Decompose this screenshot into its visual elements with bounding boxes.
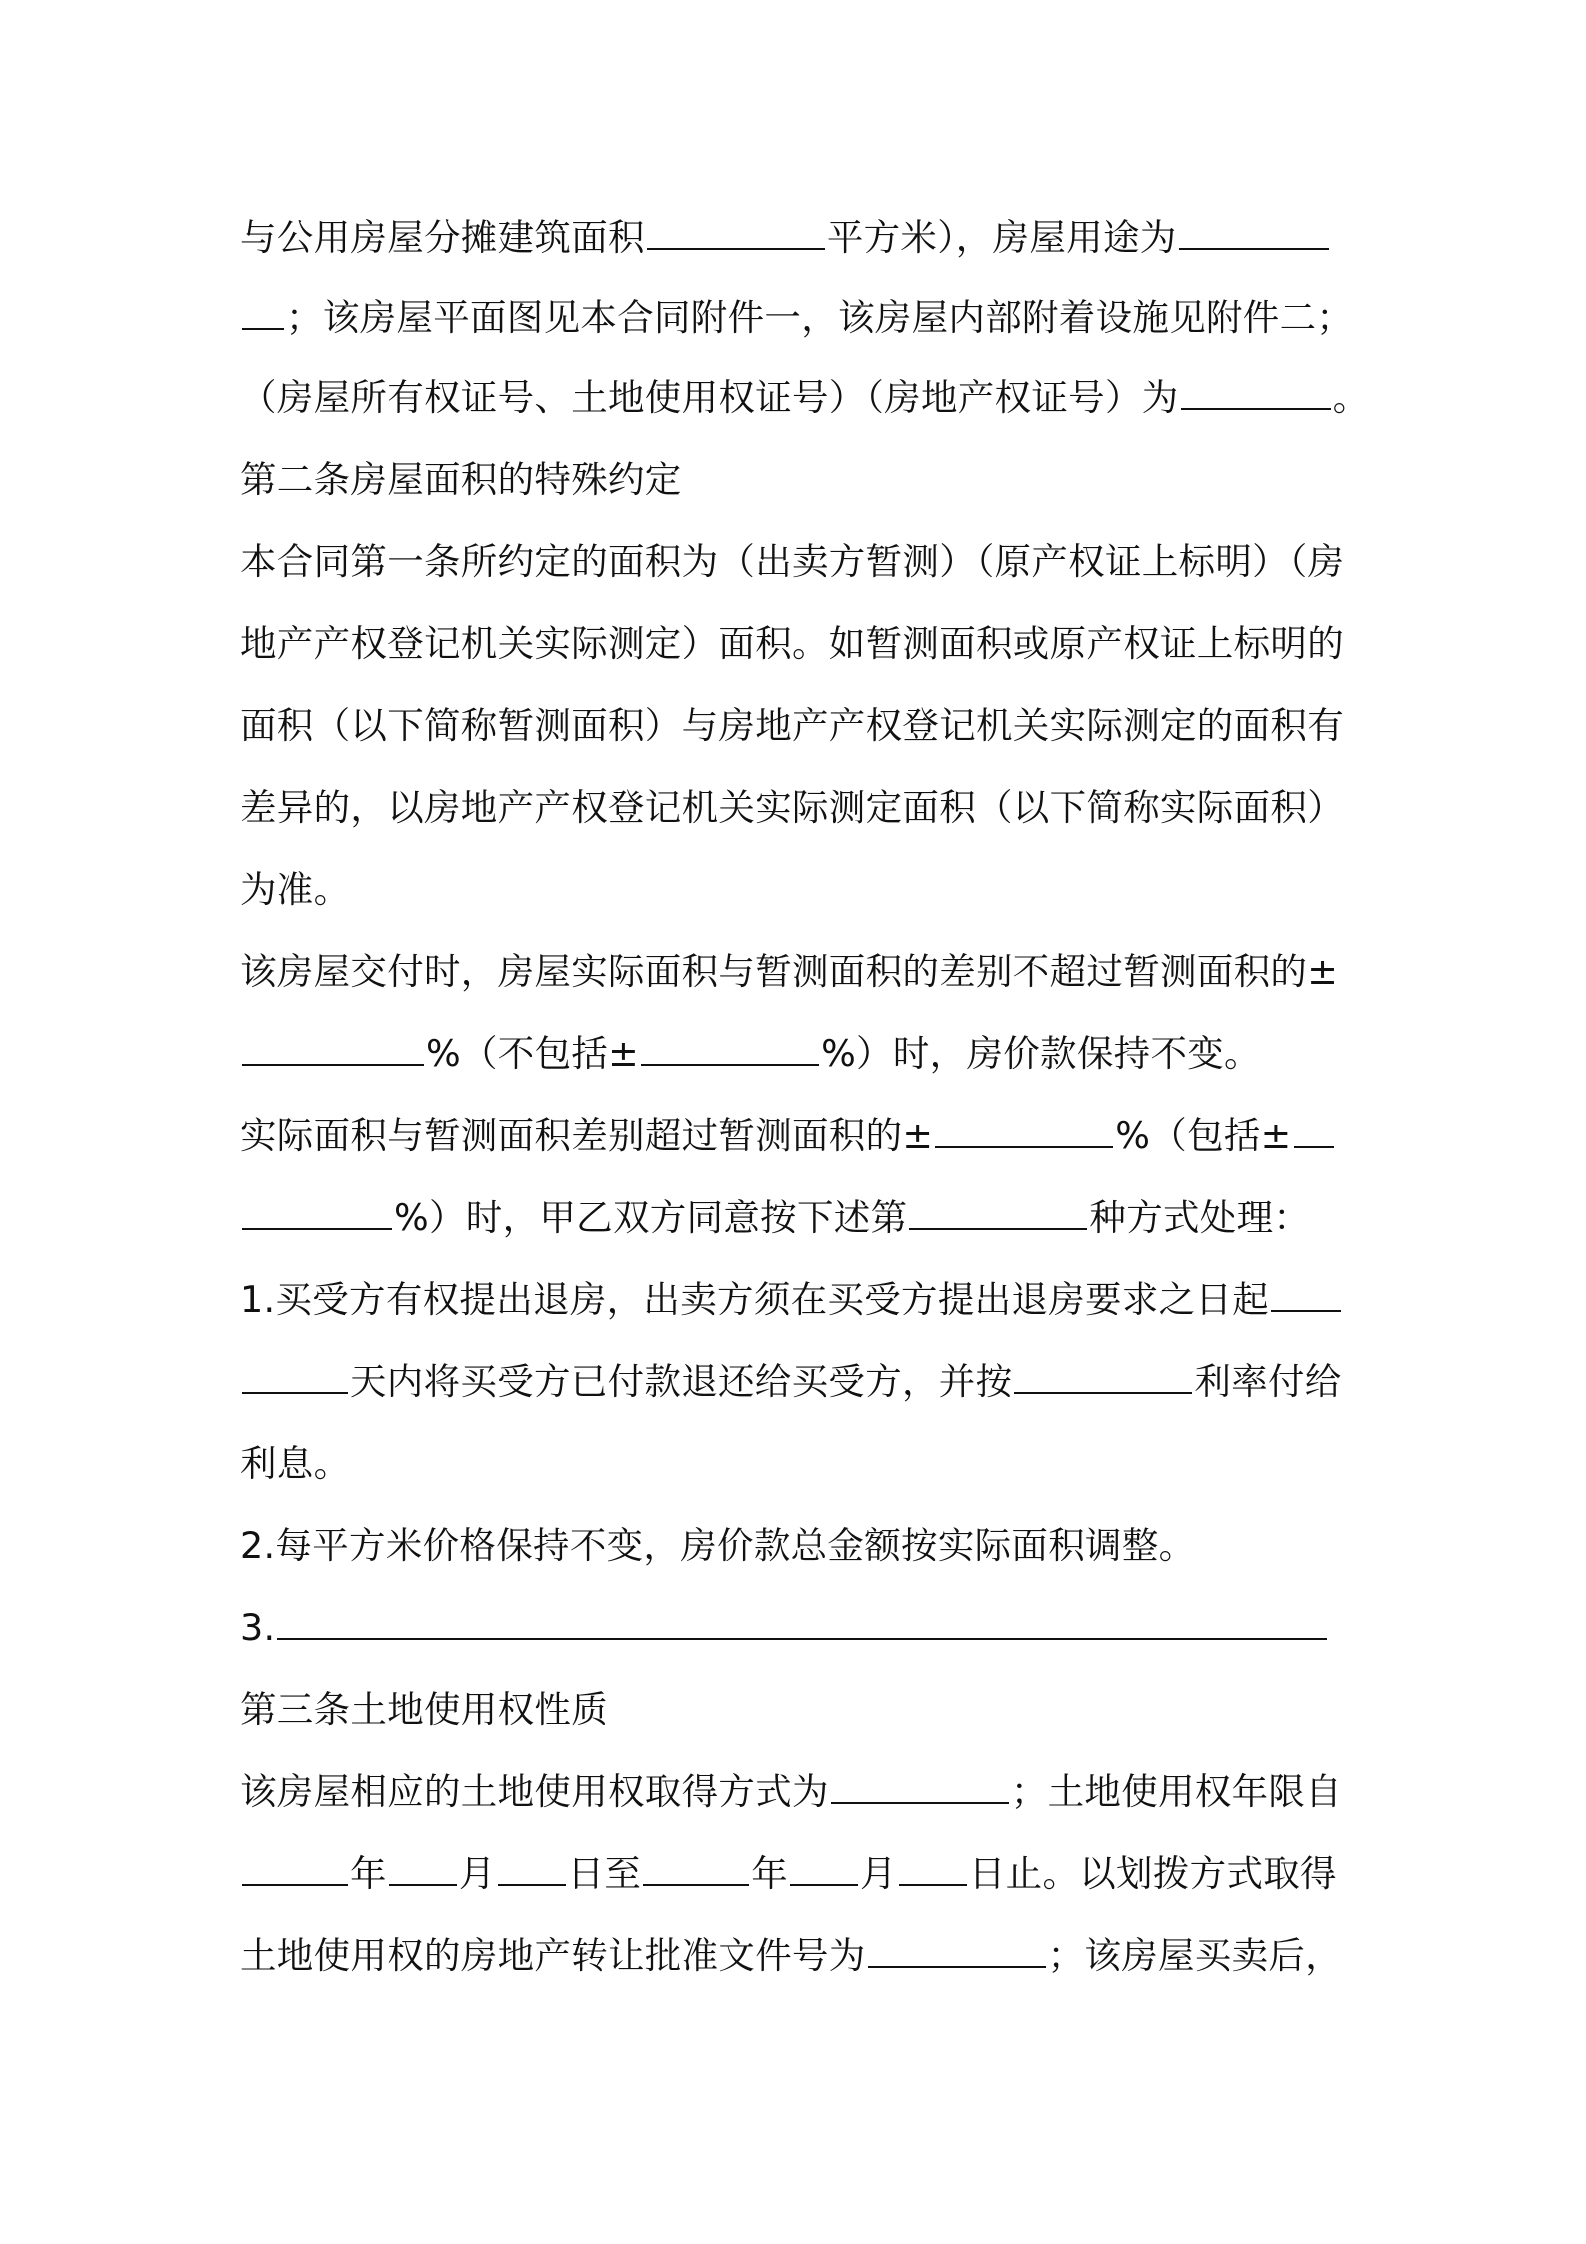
- fill-blank[interactable]: [643, 1883, 749, 1886]
- text-segment: %（包括±: [1115, 1114, 1292, 1157]
- fill-blank[interactable]: [647, 247, 825, 250]
- text-line: [240, 1112, 1370, 1160]
- text-segment: %）时，房价款保持不变。: [821, 1032, 1261, 1075]
- fill-blank[interactable]: [1181, 407, 1331, 410]
- text-segment: ；该房屋平面图见本合同附件一，该房屋内部附着设施见附件二；: [286, 296, 1354, 339]
- fill-blank[interactable]: [868, 1965, 1046, 1968]
- text-segment: 平方米），房屋用途为: [826, 216, 1177, 259]
- text-line: [240, 1030, 1370, 1078]
- text-segment: 土地使用权的房地产转让批准文件号为: [240, 1934, 866, 1977]
- text-line: [240, 1440, 1370, 1488]
- fill-blank[interactable]: [909, 1227, 1087, 1230]
- text-segment: ；该房屋买卖后，: [1047, 1934, 1343, 1977]
- text-line: [240, 214, 1370, 262]
- fill-blank[interactable]: [1014, 1391, 1192, 1394]
- text-line: [240, 1194, 1370, 1242]
- section-heading: [240, 456, 1370, 504]
- list-item: [240, 1276, 1370, 1324]
- fill-blank[interactable]: [242, 1883, 348, 1886]
- fill-blank[interactable]: [1271, 1309, 1341, 1312]
- text-segment: 种方式处理：: [1089, 1196, 1311, 1239]
- text-line: [240, 784, 1370, 832]
- fill-blank[interactable]: [831, 1801, 1009, 1804]
- text-line: [240, 1850, 1370, 1898]
- text-line: [240, 948, 1370, 996]
- text-segment: （房屋所有权证号、土地使用权证号）（房地产权证号）为: [240, 376, 1179, 419]
- text-segment: 年: [350, 1852, 387, 1895]
- text-segment: 与公用房屋分摊建筑面积: [240, 216, 645, 259]
- section-heading: [240, 1686, 1370, 1734]
- text-line: [240, 702, 1370, 750]
- text-segment: 日止。以划拨方式取得: [968, 1852, 1337, 1895]
- fill-blank[interactable]: [389, 1883, 457, 1886]
- text-line: [240, 866, 1370, 914]
- text-segment: 月: [860, 1852, 897, 1895]
- text-segment: 月: [458, 1852, 496, 1895]
- text-segment: 该房屋交付时，房屋实际面积与暂测面积的差别不超过暂测面积的±: [240, 950, 1339, 993]
- text-segment: %（不包括±: [426, 1032, 640, 1075]
- text-segment: 面积（以下简称暂测面积）与房地产产权登记机关实际测定的面积有: [240, 704, 1344, 747]
- text-segment: 该房屋相应的土地使用权取得方式为: [240, 1770, 829, 1813]
- text-line: [240, 294, 1370, 342]
- fill-blank[interactable]: [242, 327, 284, 330]
- list-item: [240, 1604, 1370, 1652]
- text-line: [240, 620, 1370, 668]
- text-segment: 利息。: [240, 1442, 351, 1485]
- fill-blank[interactable]: [242, 1391, 348, 1394]
- text-line: [240, 538, 1370, 586]
- text-segment: %）时，甲乙双方同意按下述第: [394, 1196, 908, 1239]
- text-segment: 本合同第一条所约定的面积为（出卖方暂测）（原产权证上标明）（房: [240, 540, 1345, 583]
- fill-blank[interactable]: [498, 1883, 566, 1886]
- fill-blank[interactable]: [1294, 1145, 1334, 1148]
- text-segment: 地产产权登记机关实际测定）面积。如暂测面积或原产权证上标明的: [240, 622, 1344, 665]
- text-line: [240, 374, 1370, 422]
- fill-blank[interactable]: [277, 1637, 1327, 1640]
- text-segment: 2.每平方米价格保持不变，房价款总金额按实际面积调整。: [240, 1524, 1196, 1567]
- text-segment: 为准。: [240, 868, 351, 911]
- text-segment: 年: [751, 1852, 789, 1895]
- text-line: [240, 1358, 1370, 1406]
- fill-blank[interactable]: [242, 1063, 424, 1066]
- text-segment: 利率付给: [1194, 1360, 1342, 1403]
- fill-blank[interactable]: [1179, 247, 1329, 250]
- text-segment: 3.: [240, 1606, 276, 1649]
- text-segment: ；土地使用权年限自: [1010, 1770, 1343, 1813]
- text-segment: 第三条土地使用权性质: [240, 1688, 608, 1731]
- list-item: [240, 1522, 1370, 1570]
- text-line: [240, 1768, 1370, 1816]
- text-segment: 1.买受方有权提出退房，出卖方须在买受方提出退房要求之日起: [240, 1278, 1270, 1321]
- text-segment: 差异的，以房地产产权登记机关实际测定面积（以下简称实际面积）: [240, 786, 1344, 829]
- fill-blank[interactable]: [935, 1145, 1113, 1148]
- fill-blank[interactable]: [899, 1883, 967, 1886]
- text-line: [240, 1932, 1370, 1980]
- text-segment: 天内将买受方已付款退还给买受方，并按: [350, 1360, 1013, 1403]
- fill-blank[interactable]: [790, 1883, 858, 1886]
- text-segment: 第二条房屋面积的特殊约定: [240, 458, 682, 501]
- text-segment: 实际面积与暂测面积差别超过暂测面积的±: [240, 1114, 934, 1157]
- text-segment: 日至: [567, 1852, 642, 1895]
- fill-blank[interactable]: [641, 1063, 819, 1066]
- text-segment: 。: [1332, 376, 1370, 419]
- fill-blank[interactable]: [242, 1227, 392, 1230]
